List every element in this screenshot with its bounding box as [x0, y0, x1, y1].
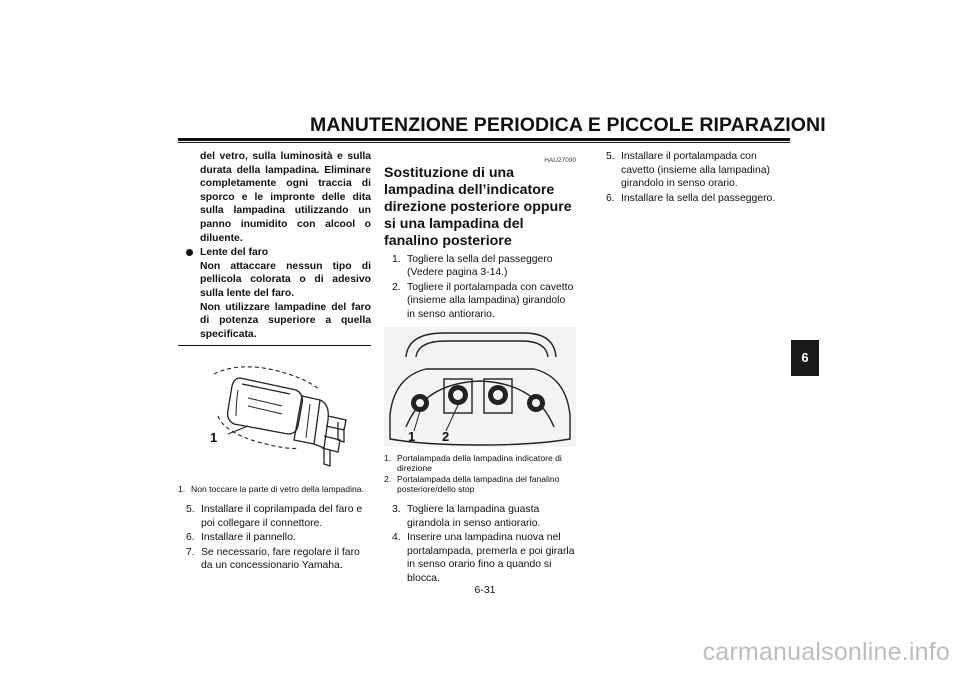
rear-figure-label-2: 2 [442, 428, 450, 444]
rear-light-illustration [384, 327, 576, 447]
step-2: 2. Togliere il portalampada con cavetto (insieme alla lampadina) girandolo in senso antiorario. [392, 281, 574, 320]
step-5: 5. Installare il coprilampada del faro e poi collegare il connettore. [186, 503, 363, 529]
section-code: HAU27000 [544, 157, 576, 164]
column-1 [178, 150, 371, 574]
warning-continuation: del vetro, sulla luminosità e sulla durata della lampadina. Eliminare completamente ogni traccia di sporco e le impronte delle dita sulla lampadina utilizzando un panno inumidito con alcool o diluente. [200, 151, 371, 244]
column-3 [598, 150, 790, 206]
steps-list [178, 503, 371, 573]
header-rule [178, 138, 790, 141]
rear-caption-2: 2. Portalampada della lampadina del fanalino posteriore/dello stop [384, 473, 560, 495]
column-2 [384, 150, 576, 587]
headlight-bulb-figure [178, 360, 371, 478]
bullet-lens-title: Lente del faro [178, 246, 371, 260]
warning-end-rule [178, 345, 371, 346]
chapter-tab: 6 [791, 340, 819, 376]
section-heading: Sostituzione di una lampadina dell’indicatore direzione posteriore oppure si una lampadina del fanalino posteriore [384, 164, 572, 249]
step-6: 6. Installare il pannello. [186, 532, 296, 544]
caption-number: 1. [178, 484, 186, 495]
page-number: 6-31 [474, 584, 496, 596]
step-3: 3. Togliere la lampadina guasta girandola in senso antiorario. [392, 503, 541, 529]
step-1: 1. Togliere la sella del passeggero (Vedere pagina 3-14.) [392, 253, 553, 279]
rear-caption-1: 1. Portalampada della lampadina indicatore di direzione [384, 452, 562, 474]
step-6-col3: 6. Installare la sella del passeggero. [606, 192, 776, 204]
caption-text: Non toccare la parte di vetro della lampadina. [191, 484, 364, 495]
bullet-lens-text-2: Non utilizzare lampadine del faro di potenza superiore a quella specificata. [200, 301, 371, 340]
bulb-figure-label: 1 [210, 430, 218, 446]
header-rule-thin [178, 142, 790, 143]
bullet-lens-text-1: Non attaccare nessun tipo di pellicola colorata o di adesivo sulla lente del faro. [200, 260, 371, 299]
headlight-bulb-illustration [178, 360, 371, 478]
rear-light-figure [384, 327, 576, 447]
page-header-title: MANUTENZIONE PERIODICA E PICCOLE RIPARAZIONI [310, 114, 826, 136]
step-5-col3: 5. Installare il portalampada con cavetto (insieme alla lampadina) girandolo in senso orario. [606, 151, 771, 190]
steps-list-b [384, 503, 576, 586]
site-watermark: carmanualsonline.info [702, 638, 950, 666]
step-4: 4. Inserire una lampadina nuova nel portalampada, premerla e poi girarla in senso orario fino a quando si blocca. [392, 532, 575, 584]
step-7: 7. Se necessario, fare regolare il faro da un concessionario Yamaha. [186, 546, 360, 572]
bulb-caption [178, 484, 371, 495]
rear-figure-label-1: 1 [408, 428, 416, 444]
